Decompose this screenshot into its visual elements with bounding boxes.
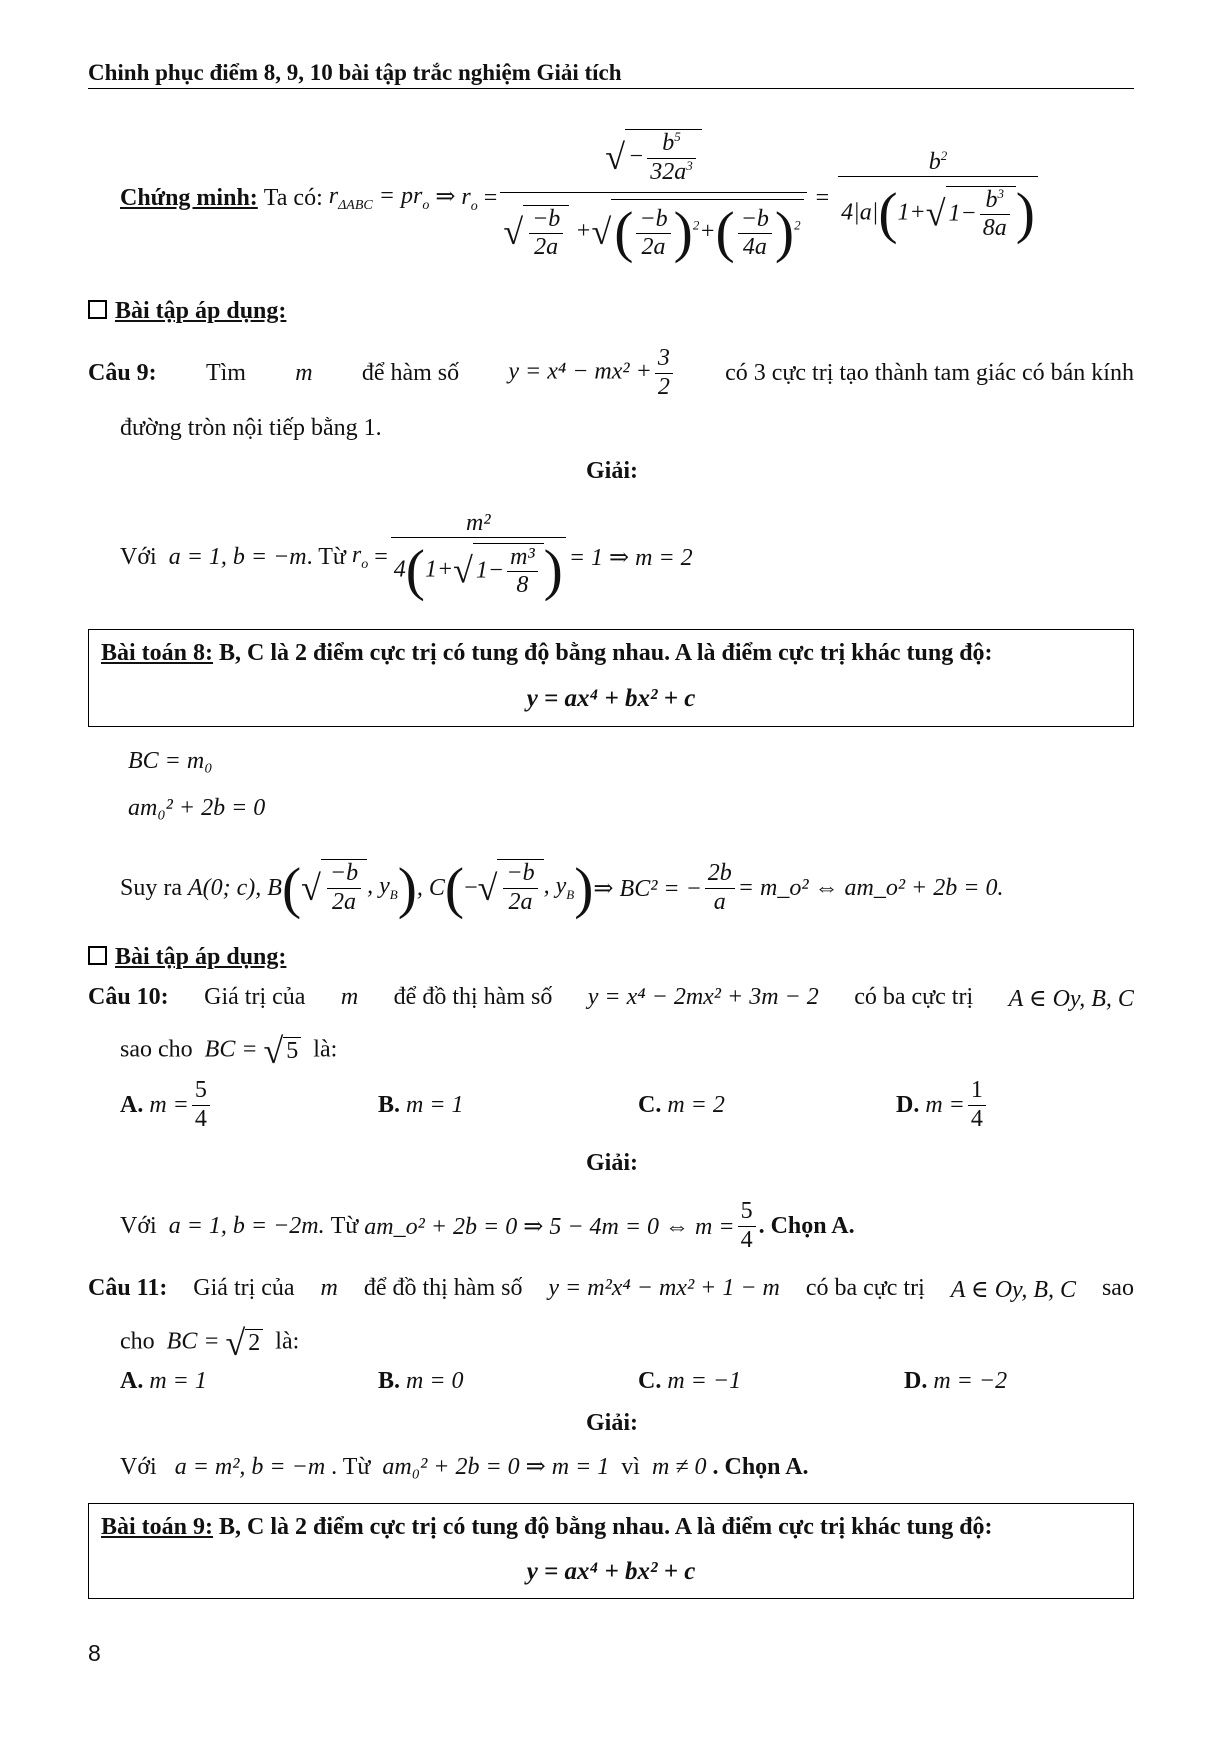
problem9-formula: y = ax⁴ + bx² + c [526, 1558, 696, 1585]
proof-line: Chứng minh: Ta có: $r_{\Delta ABC}$ = $pr_o$ ⇒ $r_o$ = √ − $\frac{b^5}{32a^3}$ √ $\frac{-b}{2a}$ +√( $\frac{-b}{2a}$ )$^2$+( $\frac{-b}{4a}$ )$^2$ = $b^2$ 4|a|(1+√ 1− $\frac{b^3}{8a}$ ) [120, 108, 1041, 288]
problem9-box [88, 1503, 1134, 1599]
p8-line1: BC = m₀ [128, 748, 213, 774]
q10-solution-label: Giải: [586, 1150, 638, 1176]
proof-lhs: $r_{\Delta ABC}$ [328, 182, 373, 213]
q10-option-a[interactable]: A. m = $\frac{5}{4}$ [120, 1072, 213, 1138]
header-rule [88, 88, 1134, 89]
problem9-label: Bài toán 9: [101, 1514, 214, 1540]
exercise-heading-1: Bài tập áp dụng: [88, 298, 286, 325]
problem9-text: B, C là 2 điểm cực trị có tung độ bằng nhau. A là điểm cực trị khác tung độ: [219, 1514, 993, 1540]
q9-solution-fraction: m² 4(1+√ 1− $\frac{\text{m³}}{8}$ ) [391, 510, 566, 605]
q9-line1: Câu 9: Tìm m để hàm số y = x⁴ − mx² + $\frac{3}{2}$ có 3 cực trị tạo thành tam giác có bán kính [88, 345, 1134, 400]
problem8-text: B, C là 2 điểm cực trị có tung độ bằng nhau. A là điểm cực trị khác tung độ: [219, 640, 993, 666]
q11-option-d[interactable]: D. m = −2 [904, 1368, 1008, 1394]
q11-solution-label: Giải: [586, 1410, 638, 1436]
q10-line2: sao cho BC = √ 5 là: [120, 1031, 338, 1071]
q11-option-a[interactable]: A. m = 1 [120, 1368, 207, 1394]
page-number: 8 [88, 1640, 101, 1666]
q10-solution: Với a = 1, b = −2m. Từ am_o² + 2b = 0 ⇒ 5 − 4m = 0 ⇔ m = $\frac{5}{4}$ . Chọn A. [120, 1197, 855, 1253]
proof-eq1: = $pr_o$ [378, 182, 430, 213]
q9-label: Câu 9: [88, 359, 157, 386]
proof-implies: ⇒ $r_o$ [435, 183, 478, 214]
q10-option-d[interactable]: D. m = $\frac{1}{4}$ [896, 1072, 989, 1138]
q11-solution: Với a = m², b = −m . Từ am₀² + 2b = 0 ⇒ m = 1 vì m ≠ 0 . Chọn A. [120, 1454, 809, 1480]
q10-line1: Câu 10: Giá trị của m để đồ thị hàm số y = x⁴ − 2mx² + 3m − 2 có ba cực trị A ∈ Oy, B, C [88, 984, 1134, 1012]
q10-option-c[interactable]: C. m = 2 [638, 1091, 725, 1118]
q11-line2: cho BC = √ 2 là: [120, 1323, 300, 1363]
problem8-label: Bài toán 8: [101, 640, 214, 666]
checkbox-square-icon [88, 946, 107, 965]
q9-solution-label: Giải: [586, 458, 638, 484]
q11-line1: Câu 11: Giá trị của m để đồ thị hàm số y = m²x⁴ − mx² + 1 − m có ba cực trị A ∈ Oy, B, C sao [88, 1275, 1134, 1303]
proof-intro: Ta có: [263, 184, 323, 211]
problem8-box [88, 629, 1134, 727]
p8-line3: Suy ra A(0; c), B ( √ $\frac{-b}{2a}$ , $y_B$ ) , C ( − √ $\frac{-b}{2a}$ , $y_B$ ) ⇒ BC² = − $\frac{2b}{a}$ = m_o² ⇔ am_o² + 2b = 0. [120, 856, 1004, 920]
checkbox-square-icon [88, 300, 107, 319]
proof-main-fraction: √ − $\frac{b^5}{32a^3}$ √ $\frac{-b}{2a}$ +√( $\frac{-b}{2a}$ )$^2$+( $\frac{-b}{4a}$ )$^2$ [500, 129, 806, 266]
proof-label: Chứng minh: [120, 184, 258, 211]
problem8-formula: y = ax⁴ + bx² + c [526, 685, 696, 712]
q9-solution: Với a = 1, b = −m . Từ $r_o$ = m² 4(1+√ 1− $\frac{\text{m³}}{8}$ ) = 1 ⇒ m = 2 [120, 492, 693, 622]
q11-option-b[interactable]: B. m = 0 [378, 1368, 464, 1394]
q10-option-b[interactable]: B. m = 1 [378, 1091, 464, 1118]
q9-line2: đường tròn nội tiếp bằng 1. [120, 415, 382, 441]
proof-rhs-fraction: $b^2$ 4|a|(1+√ 1− $\frac{b^3}{8a}$ ) [838, 149, 1038, 248]
page-header: Chinh phục điểm 8, 9, 10 bài tập trắc nghiệm Giải tích [88, 60, 622, 85]
p8-line2: am₀² + 2b = 0 [128, 795, 266, 821]
q11-option-c[interactable]: C. m = −1 [638, 1368, 742, 1394]
exercise-heading-2: Bài tập áp dụng: [88, 944, 286, 971]
